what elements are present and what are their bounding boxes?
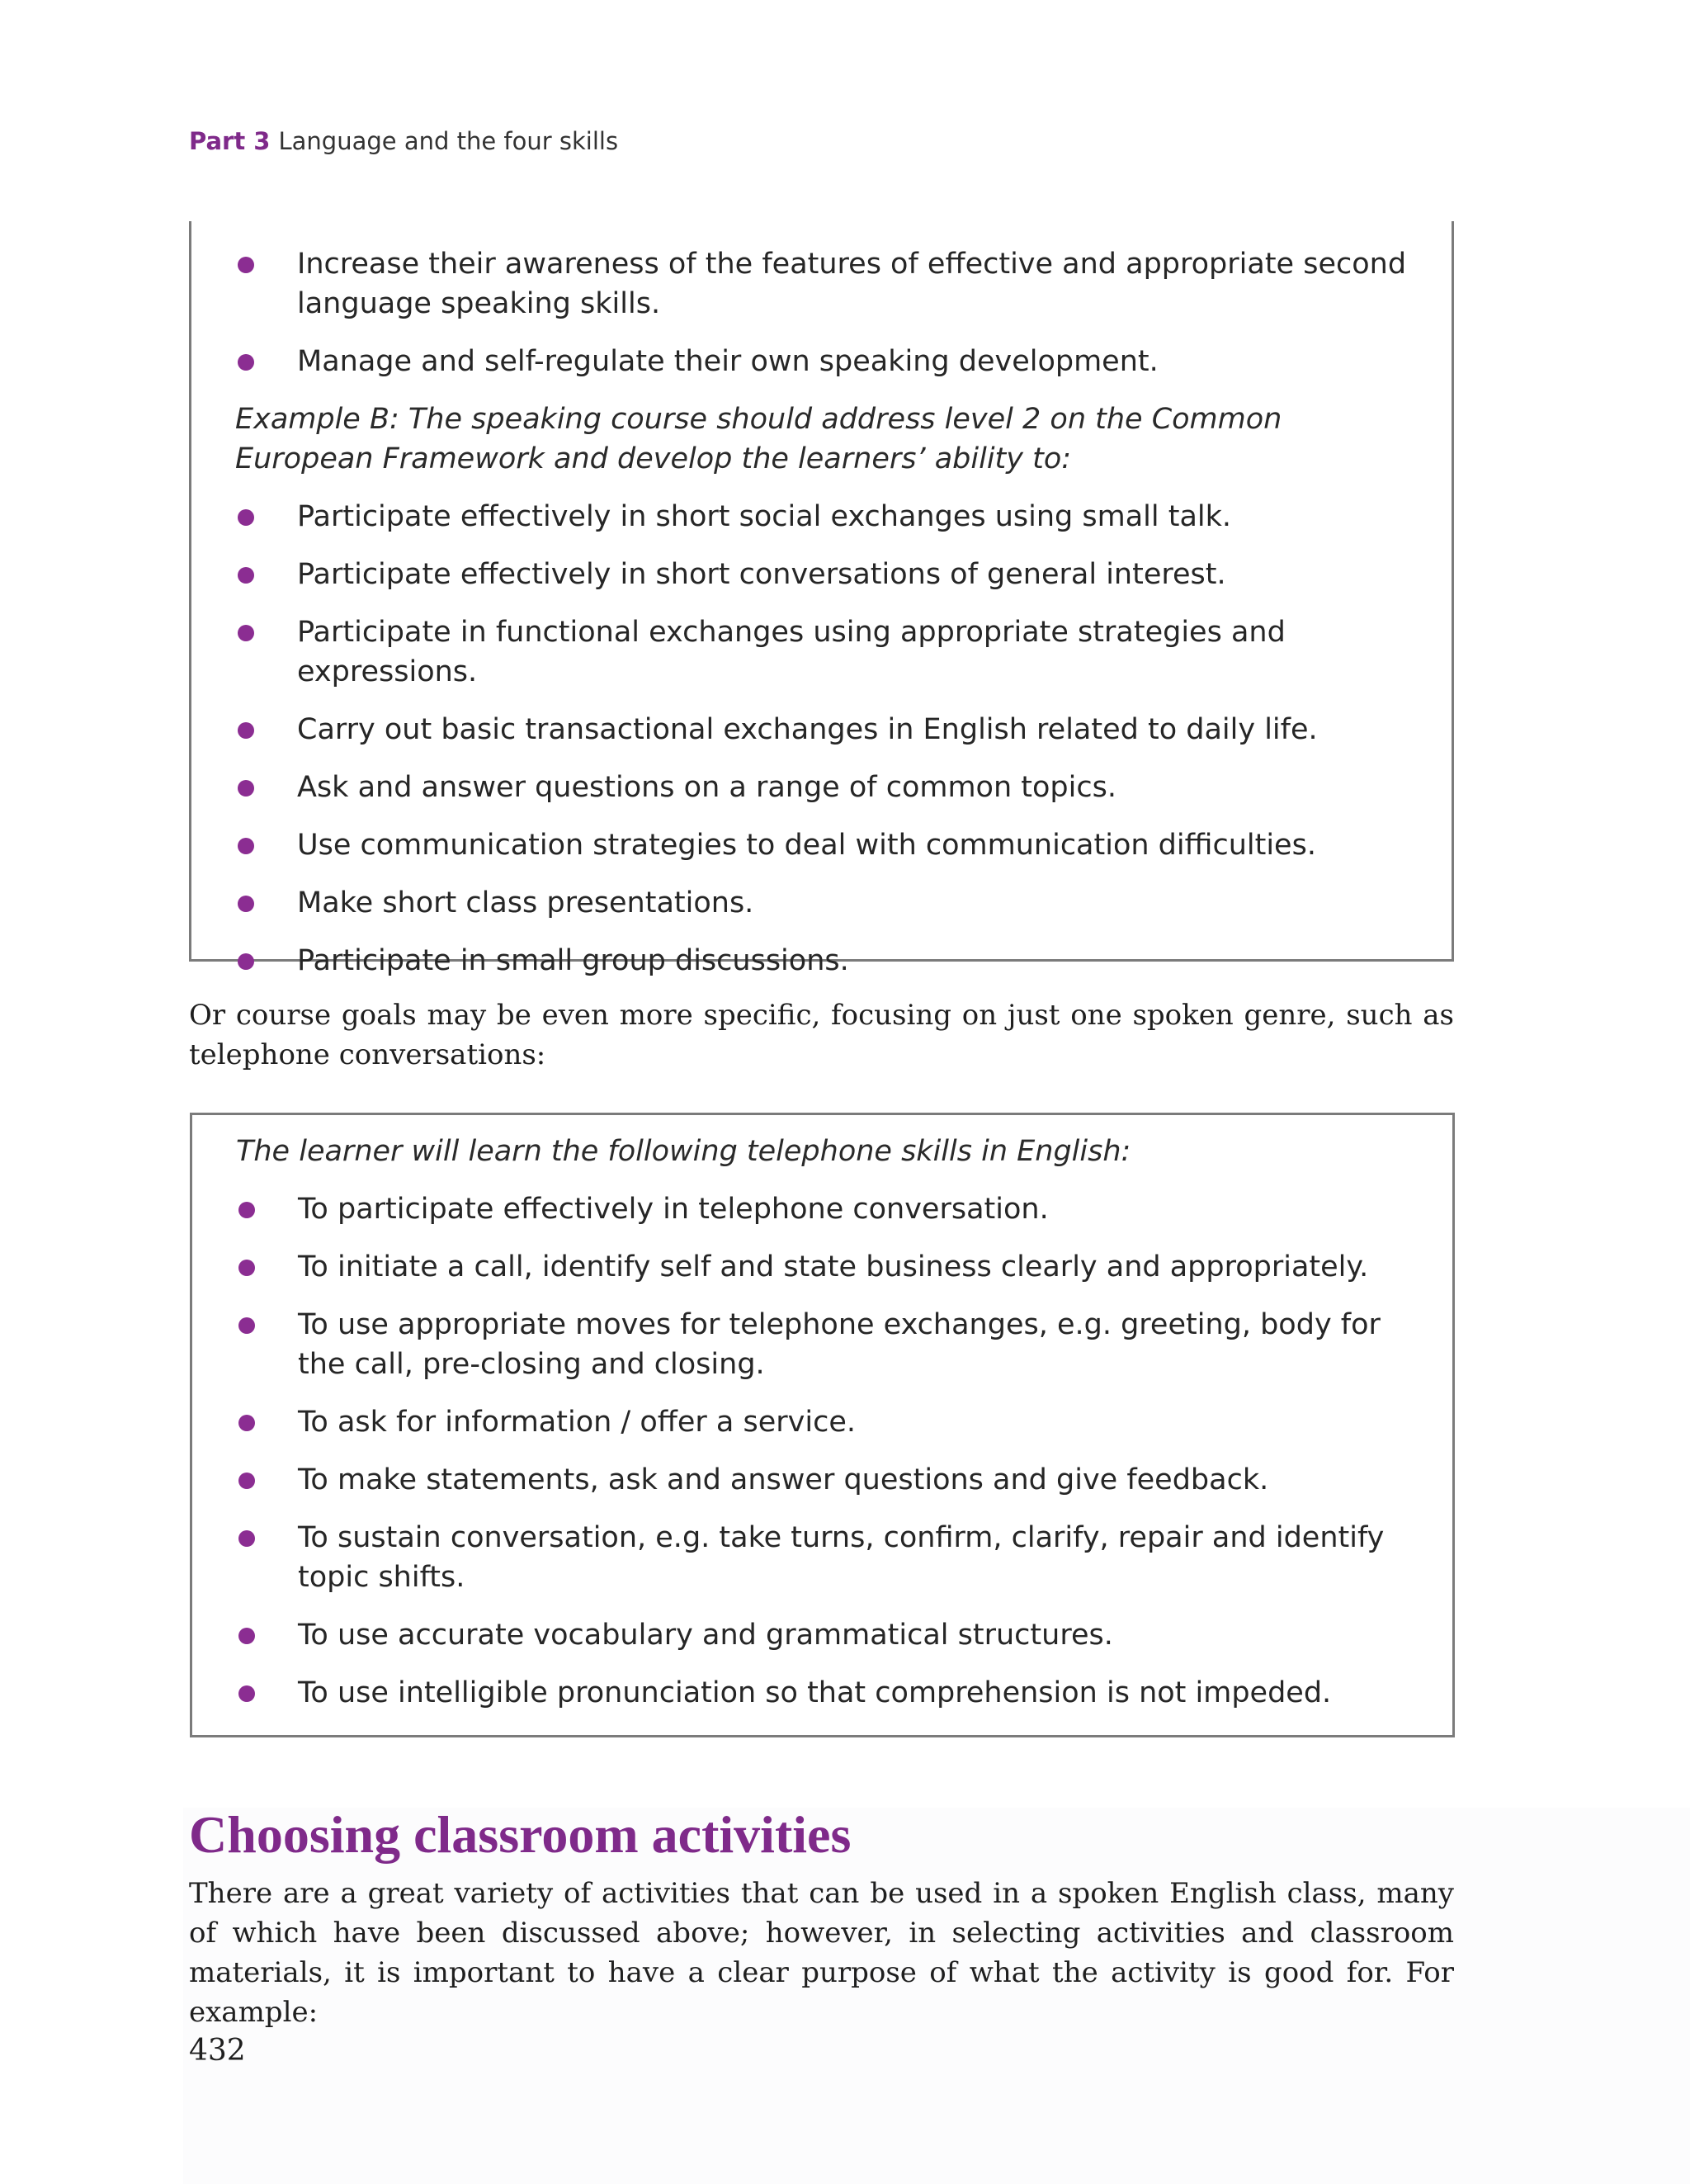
bullet-icon [238,1530,255,1547]
bullet-icon [238,625,254,641]
list-item-text: To sustain conversation, e.g. take turns, confirm, clarify, repair and identify topic shifts. [298,1521,1385,1594]
header-chapter-title: Language and the four skills [278,127,619,155]
list-item [235,244,1427,324]
list-item [236,1460,1428,1500]
telephone-skills-content [236,1132,1428,1731]
list-item [235,941,1427,981]
telephone-skills-box [190,1113,1455,1737]
list-item-text: Participate in functional exchanges using appropriate strategies and expressions. [297,616,1286,688]
section-heading: Choosing classroom activities [189,1805,852,1864]
list-item-text: To initiate a call, identify self and state business clearly and appropriately. [298,1250,1369,1283]
list-item-text: To ask for information / offer a service. [298,1406,856,1439]
telephone-skills-intro: The learner will learn the following telephone skills in English: [236,1135,1131,1168]
list-item-text: To use accurate vocabulary and grammatical structures. [298,1619,1113,1652]
bullet-icon [238,953,254,970]
list-item-text: To participate effectively in telephone conversation. [298,1193,1049,1226]
bullet-icon [238,1260,255,1276]
bullet-icon [238,896,254,912]
running-header [189,127,618,155]
page-number: 432 [189,2034,246,2068]
list-item [235,497,1427,537]
section-paragraph: There are a great variety of activities that can be used in a spoken English class, many of which have been discussed above; however, in selecting activities and classroom materials, it is important to have a clear purpose of what the activity is good for. For example: [189,1877,1454,2029]
list-item [235,883,1427,923]
list-item [235,555,1427,594]
bullet-icon [238,1685,255,1702]
bullet-icon [238,1473,255,1489]
list-item [236,1305,1428,1384]
list-item [235,710,1427,749]
list-item [235,768,1427,807]
list-item [236,1189,1428,1229]
bullet-icon [238,1317,255,1334]
list-item-text: To use appropriate moves for telephone exchanges, e.g. greeting, body for the call, pre-closing and closing. [298,1308,1381,1381]
bullet-icon [238,509,254,526]
goals-box-continued [189,221,1454,977]
list-item [236,1673,1428,1713]
bullet-icon [238,567,254,584]
goals-box-content [235,244,1427,999]
bullet-icon [238,354,254,371]
list-item [236,1247,1428,1287]
list-item [235,342,1427,381]
bullet-icon [238,1202,255,1218]
bullet-icon [238,838,254,854]
bullet-icon [238,722,254,739]
example-b-intro: Example B: The speaking course should address level 2 on the Common European Framework and develop the learners’ ability to: [235,403,1282,475]
list-item-text: Participate effectively in short conversations of general interest. [297,558,1226,591]
list-item-text: Participate effectively in short social exchanges using small talk. [297,500,1232,533]
bullet-icon [238,1628,255,1644]
list-item-text: Ask and answer questions on a range of common topics. [297,771,1116,804]
goals-list-example-b [235,497,1427,981]
body-paragraph-specific-goals: Or course goals may be even more specific, focusing on just one spoken genre, such as telephone conversations: [189,999,1454,1071]
list-item-text: To make statements, ask and answer questions and give feedback. [298,1463,1269,1496]
list-item-text: Participate in small group discussions. [297,944,849,977]
list-item-text: Use communication strategies to deal with communication difficulties. [297,829,1316,862]
list-item-text: Carry out basic transactional exchanges in English related to daily life. [297,713,1318,746]
list-item [235,825,1427,865]
header-part-label: Part 3 [189,127,271,155]
list-item-text: To use intelligible pronunciation so that comprehension is not impeded. [298,1676,1332,1709]
bullet-icon [238,1415,255,1431]
list-item [236,1615,1428,1655]
list-item-text: Increase their awareness of the features of effective and appropriate second language speaking skills. [297,248,1407,320]
list-item-text: Make short class presentations. [297,886,754,919]
telephone-skills-list [236,1189,1428,1713]
list-item-text: Manage and self-regulate their own speaking development. [297,345,1159,378]
bullet-icon [238,257,254,273]
list-item [236,1518,1428,1597]
list-item [236,1402,1428,1442]
goals-list-top [235,244,1427,381]
list-item [235,612,1427,692]
bullet-icon [238,780,254,797]
